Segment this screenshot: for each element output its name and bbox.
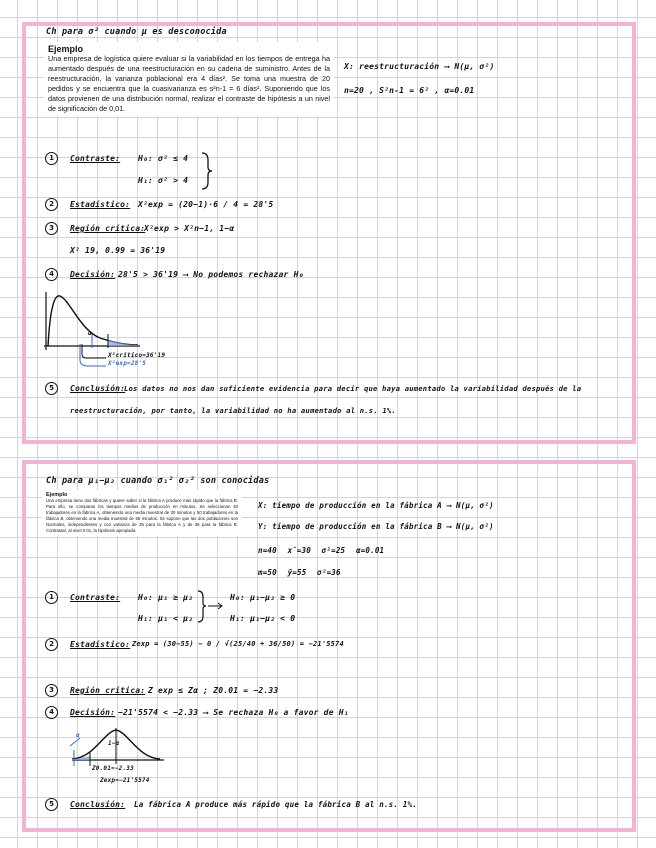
- graph-alpha: α: [88, 330, 92, 337]
- step-number: 2: [45, 638, 58, 651]
- example-text: Una empresa de logística quiere evaluar si la variabilidad en los tiempos de entrega ha aumentado después de una reestructuración en su cadena de suministro. Antes de la reestructuración, la varianza poblacional era 4 días². Se toma una muestra de 20 pedidos y se encuentra que la cuasivarianza es s²n-1 = 6 días². Suponiendo que los datos provienen de una distribución normal, realizar el contraste de hipótesis a un nivel de significación de 0,01.: [48, 54, 330, 113]
- step-line: H₀: σ² ≤ 4: [138, 154, 189, 163]
- step-label: Región crítica:: [70, 686, 146, 695]
- step-line: H₁: μ₁ < μ₂: [138, 614, 194, 623]
- graph-label: Z0.01=−2.33: [92, 765, 134, 772]
- example-text: Una empresa tiene dos fábricas y quiere saber si la fábrica A produce más rápido que la fábrica B. Para ello, se comparan los tiempos medios de producción en minutos. Se seleccionan 40 trabajadores en la fábrica A, obteniendo una media muestral de 30 minutos y 50 trabajadores en la fábrica B, obteniendo una media muestral de 55 minutos. Se supone que las dos poblaciones son Normales, independientes y con varianza de 25 para la fábrica A y de 36 para la fábrica B. Contrastar, al nivel 0.01, la hipótesis apropiada.: [46, 498, 238, 533]
- arrow-icon: [80, 344, 108, 370]
- step-line: La fábrica A produce más rápido que la fábrica B al n.s. 1%.: [134, 800, 417, 809]
- example-title: Ejemplo: [48, 44, 84, 54]
- step-line: −21'5574 < −2.33 ⟶ Se rechaza H₀ a favor de H₁: [118, 708, 349, 717]
- step-label: Estadístico:: [70, 200, 131, 209]
- graph-label: X²crítico=36'19: [108, 352, 166, 359]
- step-line: Z exp ≤ Zα ; Z0.01 = −2.33: [148, 686, 279, 695]
- normal-distribution-graph: [68, 726, 168, 770]
- step-number: 4: [45, 706, 58, 719]
- chi-square-graph: [40, 290, 140, 352]
- step-number: 4: [45, 268, 58, 281]
- step-line: Zexp = (30−55) − 0 / √(25/40 + 36/50) = −21'5574: [132, 640, 344, 648]
- step-line: Los datos no nos dan suficiente evidencia para decir que haya aumentado la variabilidad después de la: [124, 384, 582, 393]
- graph-alpha: α: [76, 732, 80, 739]
- example-box-2: [42, 490, 242, 536]
- side-note: m=50 ȳ=55 σ²=36: [258, 568, 341, 577]
- graph-label: X²exp=28'5: [108, 360, 147, 367]
- graph-label: Zexp=−21'5574: [100, 777, 150, 784]
- step-line: reestructuración, por tanto, la variabilidad no ha aumentado al n.s. 1%.: [70, 406, 396, 415]
- step-line: X² 19, 0.99 = 36'19: [70, 246, 166, 255]
- step-number: 3: [45, 222, 58, 235]
- step-label: Región crítica:: [70, 224, 146, 233]
- step-number: 2: [45, 198, 58, 211]
- step-line: 28'5 ≯ 36'19 ⟶ No podemos rechazar H₀: [118, 270, 304, 279]
- side-note: X: reestructuración ⟶ N(μ, σ²): [344, 62, 495, 71]
- brace-icon: [200, 152, 214, 190]
- step-line: H₁: μ₁−μ₂ < 0: [230, 614, 296, 623]
- step-label: Decisión:: [70, 270, 116, 279]
- step-label: Contraste:: [70, 593, 121, 602]
- example-box-1: [44, 42, 334, 116]
- side-note: Y: tiempo de producción en la fábrica B ⟶ N(μ, σ²): [258, 522, 494, 531]
- side-note: n=20 , S²n-1 = 6² , α=0.01: [344, 86, 475, 95]
- section-title-2: Ch para μ₁−μ₂ cuando σ₁² σ₂² son conocidas: [46, 476, 270, 486]
- step-line: X²exp = (20−1)·6 / 4 = 28'5: [138, 200, 274, 209]
- section-title-1: Ch para σ² cuando μ es desconocida: [46, 27, 227, 37]
- step-number: 1: [45, 152, 58, 165]
- step-label: Contraste:: [70, 154, 121, 163]
- step-number: 5: [45, 382, 58, 395]
- step-number: 3: [45, 684, 58, 697]
- example-title: Ejemplo: [46, 492, 68, 498]
- step-label: Estadístico:: [70, 640, 131, 649]
- step-line: H₁: σ² > 4: [138, 176, 189, 185]
- step-number: 1: [45, 591, 58, 604]
- equivalence-brace-icon: [196, 590, 224, 624]
- step-label: Conclusión:: [70, 384, 126, 393]
- step-label: Conclusión:: [70, 800, 126, 809]
- step-label: Decisión:: [70, 708, 116, 717]
- side-note: X: tiempo de producción en la fábrica A ⟶ N(μ, σ²): [258, 501, 494, 510]
- step-number: 5: [45, 798, 58, 811]
- side-note: n=40 x̄=30 σ²=25 α=0.01: [258, 546, 385, 555]
- step-line: H₀: μ₁−μ₂ ≥ 0: [230, 593, 296, 602]
- step-line: H₀: μ₁ ≥ μ₂: [138, 593, 194, 602]
- step-line: X²exp > X²n−1, 1−α: [144, 224, 235, 233]
- graph-label: 1−α: [108, 740, 120, 747]
